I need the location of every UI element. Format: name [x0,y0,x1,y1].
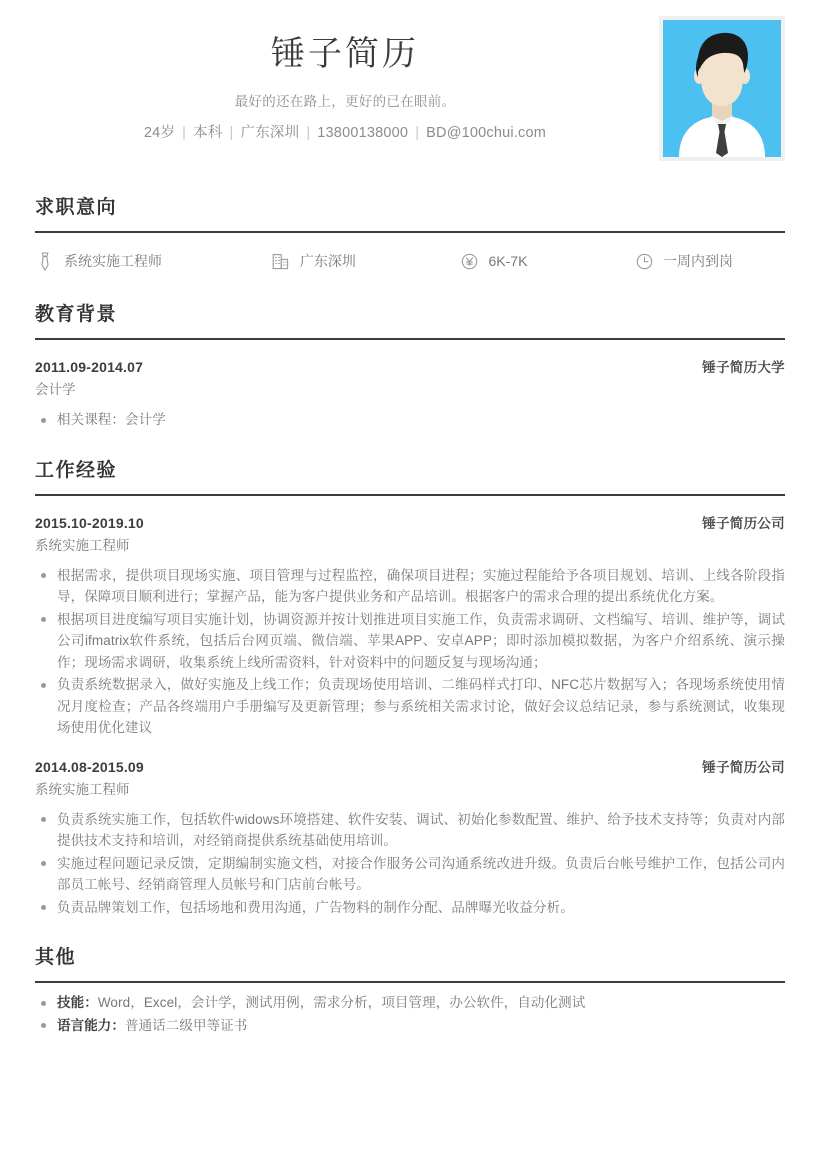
other-bullet-list [35,992,785,1036]
meta-item: 本科 [193,125,223,141]
meta-item: 广东深圳 [240,125,300,141]
work-entry-list [35,496,785,919]
work-entry [35,496,785,739]
entry-date: 2014.08-2015.09 [35,758,144,775]
meta-separator: | [182,125,187,141]
section-title-intention: 求职意向 [35,197,118,218]
building-icon [271,251,291,271]
bullet-item: 实施过程问题记录反馈，定期编制实施文档，对接合作服务公司沟通系统改进升级。负责后台帐号维护工作，包括公司内部员工帐号、经销商管理人员帐号和门店前台帐号。 [35,853,785,896]
education-entry-list [35,340,785,431]
meta-separator: | [229,125,234,141]
intention-salary-label: 6K-7K [488,253,528,269]
other-bullet-item [35,1015,785,1037]
bullet-item: 负责品牌策划工作，包括场地和费用沟通，广告物料的制作分配、品牌曝光收益分析。 [35,897,785,919]
section-title-work: 工作经验 [35,459,118,481]
intention-position-label: 系统实施工程师 [64,253,162,269]
section-divider [35,981,785,983]
entry-role: 系统实施工程师 [35,781,130,797]
intention-item-salary [460,251,635,271]
section-title-education: 教育背景 [35,304,118,325]
entry-bullet-list [35,809,785,919]
section-work [35,457,785,919]
entry-organization: 锤子简历公司 [702,515,785,531]
intention-item-position [35,251,271,271]
section-other [35,944,785,1036]
entry-organization: 锤子简历大学 [702,360,785,375]
entry-header [35,513,785,534]
education-entry [35,340,785,431]
entry-role: 会计学 [35,382,76,397]
entry-bullet-list [35,409,785,431]
work-entry [35,740,785,919]
bullet-item: 相关课程：会计学 [35,409,785,431]
other-bullet-label: 语言能力： [57,1017,125,1033]
entry-date: 2011.09-2014.07 [35,359,144,375]
bullet-item: 根据项目进度编写项目实施计划，协调资源并按计划推进项目实施工作，负责需求调研、文档编写、培训、维护等，调试公司ifmatrix软件系统，包括后台网页端、微信端、苹果APP、安卓APP；即时添加模拟数据，为客户介绍系统、演示操作；现场需求调研，收集系统上线所需资料，针对资料中的问题反复与现场沟通； [35,609,785,674]
avatar-illustration [663,20,781,157]
tie-icon [35,251,55,271]
bullet-item: 根据需求，提供项目现场实施、项目管理与过程监控，确保项目进程；实施过程能给予各项目规划、培训、上线各阶段指导，保障项目顺利进行；掌握产品，能为客户提供业务和产品培训。根据客户的需求合理的提出系统优化方案。 [35,565,785,608]
intention-item-availability [634,251,785,271]
section-intention [35,194,785,275]
intention-availability-label: 一周内到岗 [663,253,734,269]
avatar [659,16,785,161]
entry-header [35,757,785,778]
section-education [35,301,785,431]
other-bullet-text: Word，Excel，会计学，测试用例，需求分析，项目管理，办公软件，自动化测试 [97,995,586,1010]
entry-role: 系统实施工程师 [35,537,130,553]
page-title: 锤子简历 [271,35,419,73]
entry-date: 2015.10-2019.10 [35,514,144,531]
meta-separator: | [415,125,420,141]
meta-item: BD@100chui.com [426,125,547,141]
bullet-item: 负责系统实施工作，包括软件widows环境搭建、软件安装、调试、初始化参数配置、维护、给予技术支持等；负责对内部提供技术支持和培训，对经销商提供系统基础使用培训。 [35,809,785,852]
entry-organization: 锤子简历公司 [702,759,785,775]
other-bullet-text: 普通话二级甲等证书 [125,1017,248,1033]
other-bullet-item [35,992,785,1014]
meta-item: 13800138000 [317,125,409,141]
bullet-item: 负责系统数据录入，做好实施及上线工作；负责现场使用培训、二维码样式打印、NFC芯片数据写入；各现场系统使用情况月度检查；产品各终端用户手册编写及更新管理；参与系统相关需求讨论，做好会议总结记录，参与系统测试，收集现场使用优化建议 [35,674,785,739]
section-title-other: 其他 [35,947,77,968]
intention-location-label: 广东深圳 [299,253,356,269]
intention-item-location [271,251,460,271]
clock-icon [634,251,654,271]
entry-header [35,357,785,378]
entry-bullet-list [35,565,785,739]
header-meta-line [35,122,655,144]
avatar-photo [663,20,781,157]
header-slogan: 最好的还在路上，更好的已在眼前。 [234,94,456,109]
meta-item: 24岁 [143,125,176,141]
resume-header [35,0,785,168]
intention-items [35,233,785,275]
other-bullet-label: 技能： [57,995,98,1010]
meta-separator: | [306,125,311,141]
yen-circle-icon [460,251,480,271]
